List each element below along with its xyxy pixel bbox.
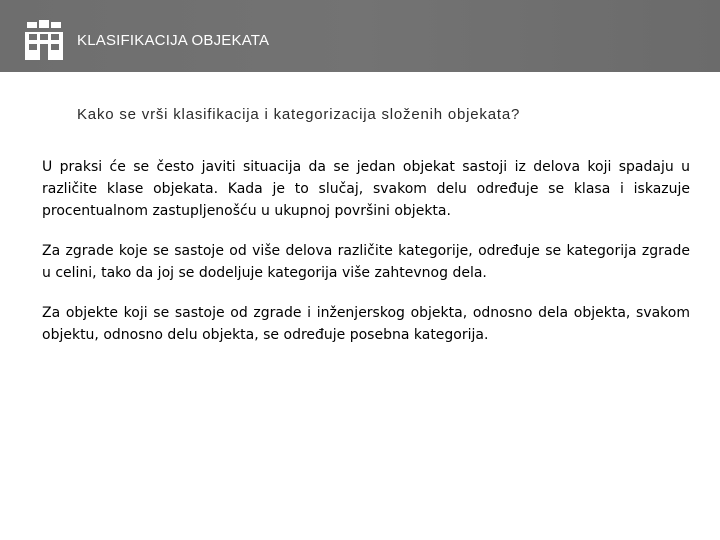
content-body bbox=[42, 156, 690, 364]
paragraph: Za zgrade koje se sastoje od više delova različite kategorije, određuje se kategorija zgrade u celini, tako da joj se dodeljuje kategorija više zahtevnog dela. bbox=[42, 243, 690, 281]
building-logo-icon bbox=[25, 20, 63, 60]
header-title: KLASIFIKACIJA OBJEKATA bbox=[77, 32, 270, 49]
page-subtitle: Kako se vrši klasifikacija i kategorizacija složenih objekata? bbox=[77, 106, 521, 123]
header-bar bbox=[0, 0, 720, 72]
paragraph: Za objekte koji se sastoje od zgrade i inženjerskog objekta, odnosno dela objekta, svakom objektu, odnosno delu objekta, se određuje posebna kategorija. bbox=[42, 305, 690, 343]
paragraph: U praksi će se često javiti situacija da se jedan objekat sastoji iz delova koji spadaju u različite klase objekata. Kada je to slučaj, svakom delu određuje se klasa i iskazuje procentualnom zastupljenošću u ukupnoj površini objekta. bbox=[42, 159, 690, 219]
